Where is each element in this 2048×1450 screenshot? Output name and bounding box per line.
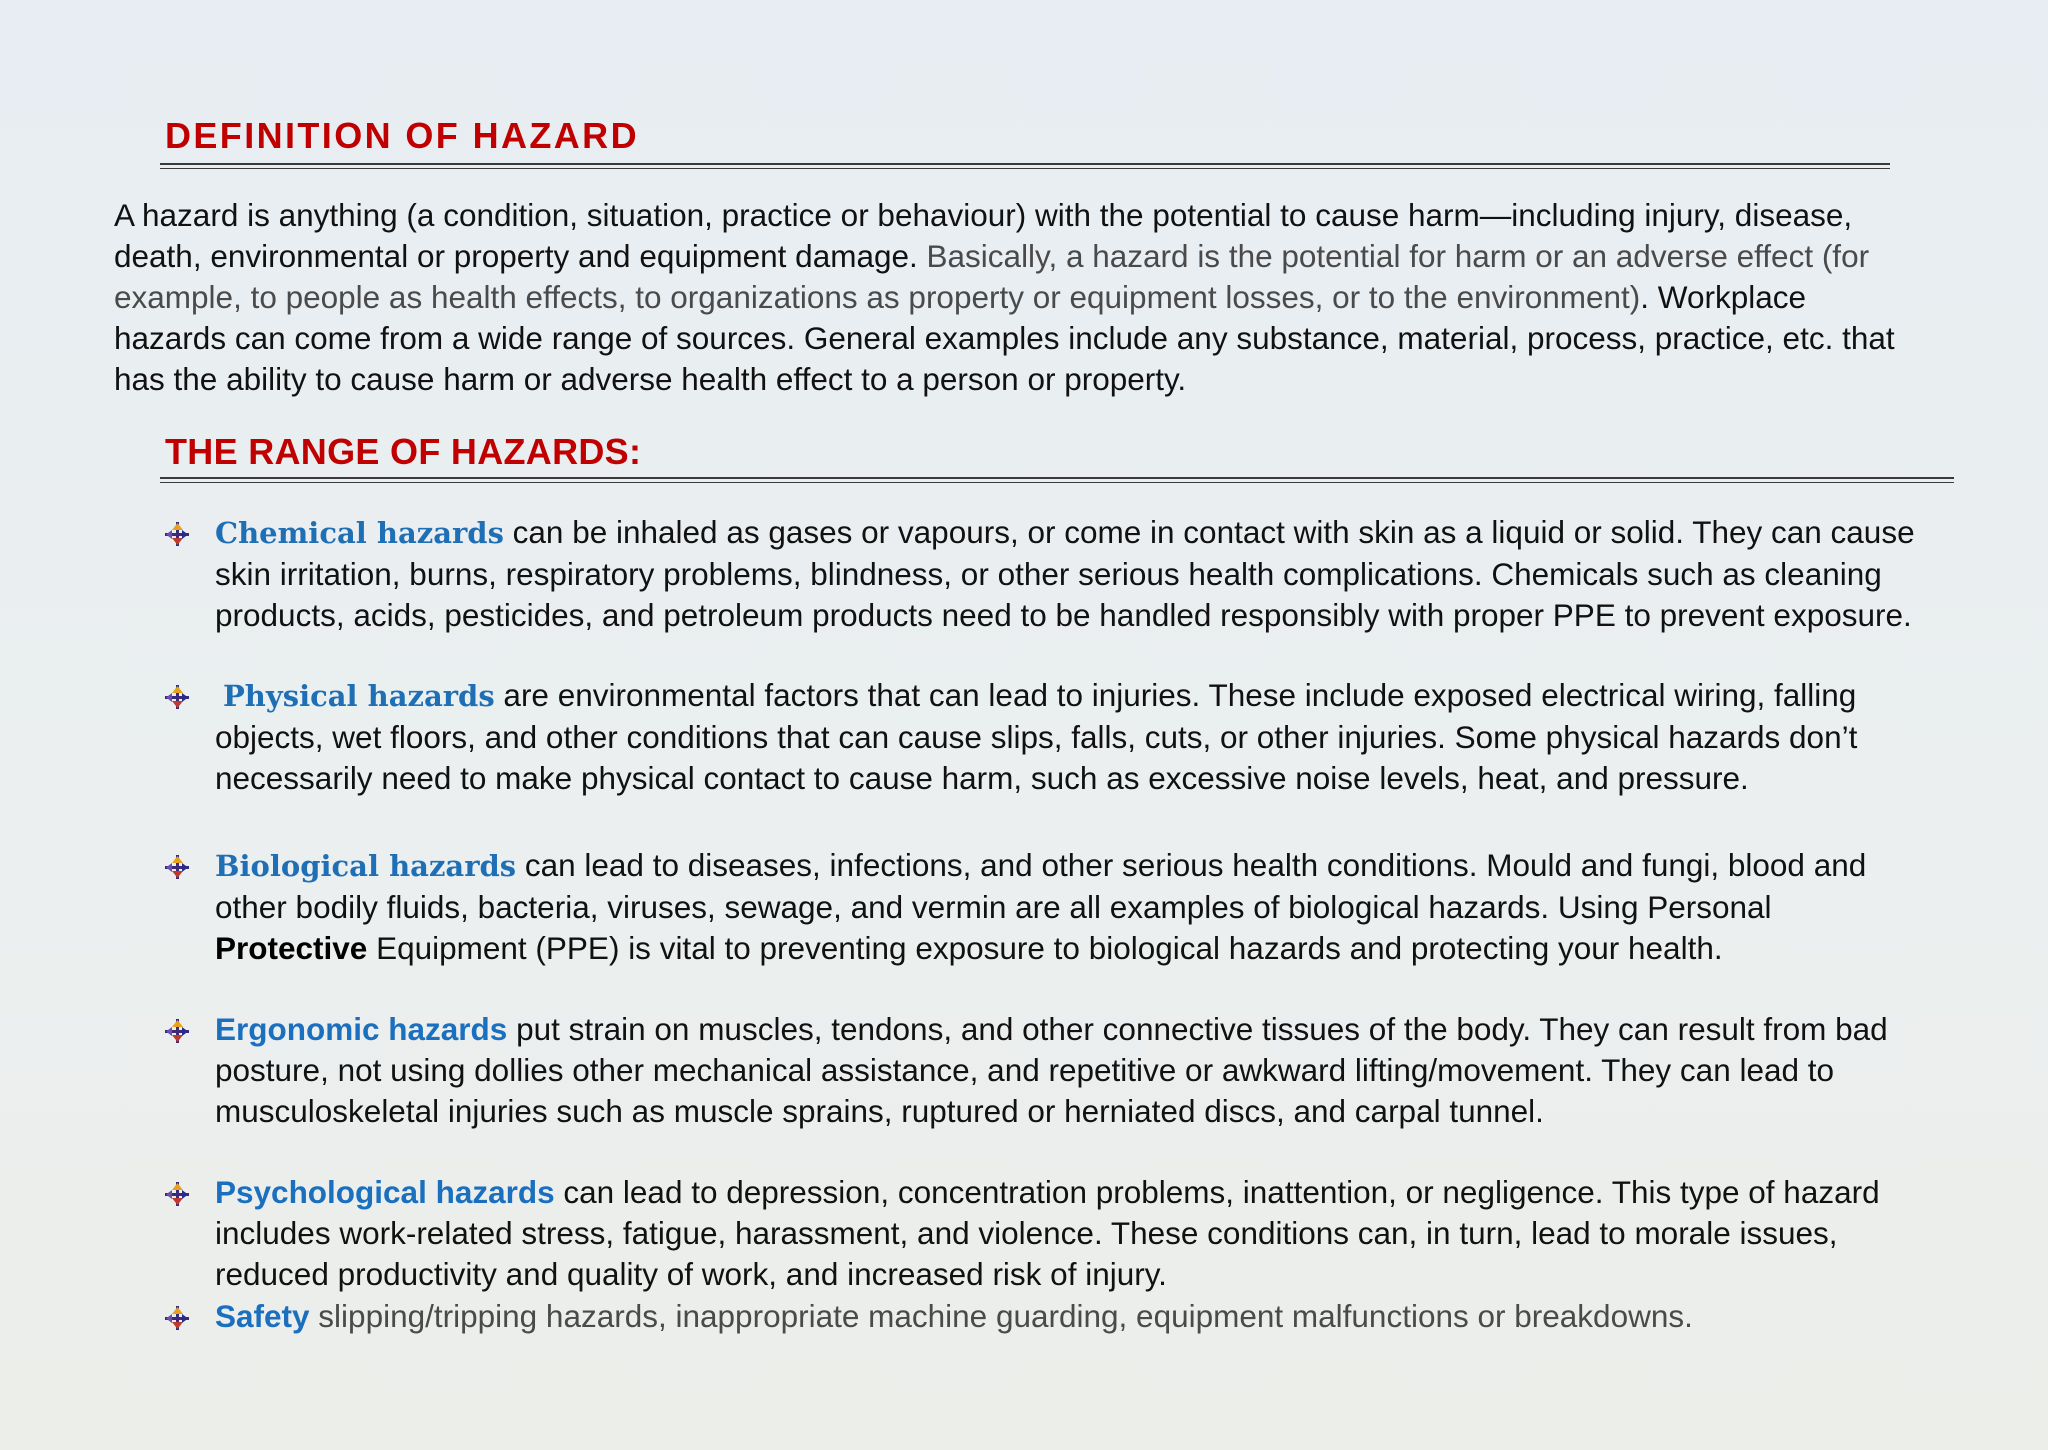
arrow-bullet-icon: [165, 1306, 189, 1330]
hazard-term-chemical: Chemical hazards: [215, 516, 504, 550]
hazard-item-chemical: [215, 512, 1915, 636]
hazard-desc-biological-before: can lead to diseases, infections, and other serious health conditions. Mould and fungi, blood and other bodily fluids, bacteria, viruses, sewage, and vermin are all examples of biological hazards. Using Personal: [215, 847, 1867, 925]
hazard-term-psychological: Psychological hazards: [215, 1174, 555, 1210]
definition-text-part2: Basically, a hazard is the potential for harm or an adverse effect (for example, to people as health effects, to organizations as property or equipment losses, or to the environment): [114, 238, 1870, 315]
hazard-term-physical: Physical hazards: [223, 679, 495, 713]
definition-text-part3: . Workplace hazards can come from a wide range of sources. General examples include any substance, material, process, practice, etc. that has the ability to cause harm or adverse health effect to a person or property.: [114, 279, 1895, 397]
arrow-bullet-icon: [165, 1019, 189, 1043]
hazard-desc-chemical: can be inhaled as gases or vapours, or come in contact with skin as a liquid or solid. They can cause skin irritation, burns, respiratory problems, blindness, or other serious health complications. Chemicals such as cleaning products, acids, pesticides, and petroleum products need to be handled responsibly with proper PPE to prevent exposure.: [215, 514, 1915, 633]
arrow-bullet-icon: [165, 1182, 189, 1206]
hazard-desc-biological-after: Equipment (PPE) is vital to preventing exposure to biological hazards and protecting your health.: [367, 930, 1723, 966]
range-heading-rule: [160, 477, 1954, 483]
hazard-desc-biological-bold: Protective: [215, 930, 368, 966]
hazard-desc-psychological: can lead to depression, concentration problems, inattention, or negligence. This type of hazard includes work-related stress, fatigue, harassment, and violence. These conditions can, in turn, lead to morale issues, reduced productivity and quality of work, and increased risk of injury.: [215, 1174, 1880, 1292]
definition-heading-rule: [160, 163, 1890, 169]
hazard-term-ergonomic: Ergonomic hazards: [215, 1011, 508, 1047]
arrow-bullet-icon: [165, 685, 189, 709]
definition-text-part1: A hazard is anything (a condition, situation, practice or behaviour) with the potential to cause harm—including injury, disease, death, environmental or property and equipment damage.: [114, 197, 1853, 274]
hazard-item-physical: [215, 675, 1915, 799]
definition-paragraph: [114, 195, 1914, 400]
range-heading: THE RANGE OF HAZARDS:: [165, 431, 642, 472]
hazard-item-safety: [215, 1296, 1915, 1337]
arrow-bullet-icon: [165, 855, 189, 879]
hazard-desc-physical: are environmental factors that can lead to injuries. These include exposed electrical wiring, falling objects, wet floors, and other conditions that can cause slips, falls, cuts, or other injuries. Some physical hazards don’t necessarily need to make physical contact to cause harm, such as excessive noise levels, heat, and pressure.: [215, 677, 1858, 796]
hazard-item-ergonomic: [215, 1009, 1915, 1132]
hazard-item-biological: [215, 845, 1915, 969]
arrow-bullet-icon: [165, 522, 189, 546]
hazard-term-safety: Safety: [215, 1298, 310, 1334]
hazard-term-biological: Biological hazards: [215, 849, 517, 883]
definition-heading: DEFINITION OF HAZARD: [165, 115, 639, 156]
hazard-desc-safety: slipping/tripping hazards, inappropriate machine guarding, equipment malfunctions or breakdowns.: [309, 1298, 1693, 1334]
hazard-item-psychological: [215, 1172, 1915, 1295]
hazard-desc-ergonomic: put strain on muscles, tendons, and other connective tissues of the body. They can result from bad posture, not using dollies other mechanical assistance, and repetitive or awkward lifting/movement. They can lead to musculoskeletal injuries such as muscle sprains, ruptured or herniated discs, and carpal tunnel.: [215, 1011, 1888, 1129]
